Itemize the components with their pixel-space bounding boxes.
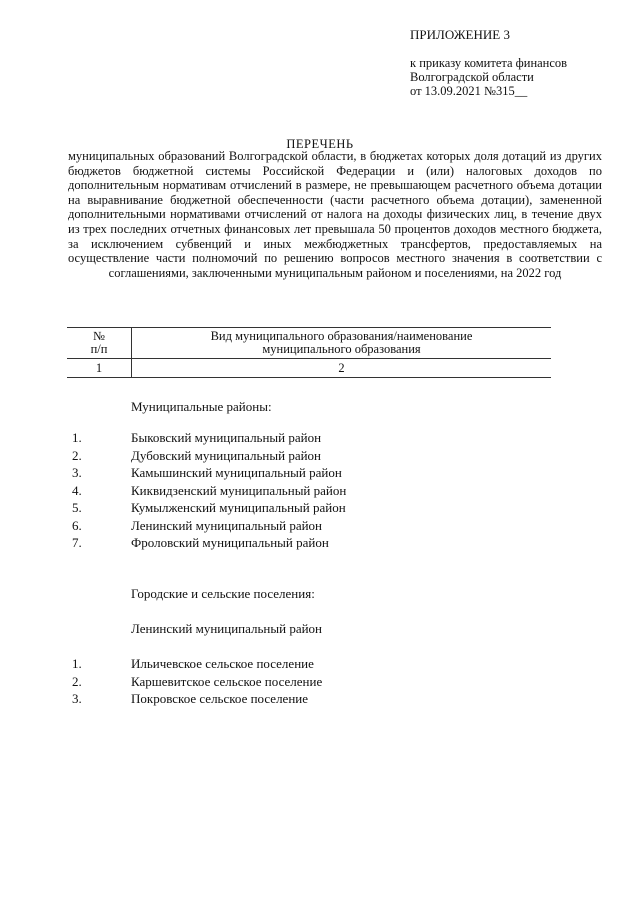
list-item [72, 447, 346, 465]
list-item [72, 499, 346, 517]
col-number-header [67, 328, 132, 359]
list-item [72, 464, 346, 482]
list-item-name: Фроловский муниципальный район [131, 535, 329, 550]
list-item [72, 655, 322, 673]
col-number-header-line2: п/п [90, 342, 108, 356]
list-item-number: 5. [72, 500, 82, 515]
list-item-number: 4. [72, 482, 82, 498]
appendix-header [410, 28, 630, 98]
col-name-header-line1: Вид муниципального образования/наименование [210, 329, 473, 343]
document-title: ПЕРЕЧЕНЬ [286, 137, 354, 151]
list-item-name: Быковский муниципальный район [131, 430, 322, 445]
header-table-head-row [67, 328, 551, 359]
col-name-header-line2: муниципального образования [262, 342, 421, 356]
list-item [72, 673, 322, 691]
list-item-name: Ленинский муниципальный район [131, 517, 323, 533]
settlements-subheading: Ленинский муниципальный район [131, 621, 323, 636]
col-number-index: 1 [67, 359, 132, 378]
list-item [72, 517, 346, 535]
col-name-header [132, 328, 552, 359]
list-item-name: Камышинский муниципальный район [131, 465, 342, 480]
districts-heading: Муниципальные районы: [131, 399, 272, 414]
list-item [72, 690, 322, 708]
list-item-name: Каршевитское сельское поселение [131, 673, 323, 689]
col-name-index: 2 [132, 359, 552, 378]
appendix-line-2: Волгоградской области [410, 70, 534, 84]
list-item-number: 6. [72, 517, 82, 533]
settlements-list [72, 655, 322, 708]
settlements-heading: Городские и сельские поселения: [131, 586, 315, 601]
list-item [72, 429, 346, 447]
list-item-name: Дубовский муниципальный район [131, 447, 322, 463]
document-intro: муниципальных образований Волгоградской области, в бюджетах которых доля дотаций из других бюджетов бюджетной системы Российской Федерации и (или) налоговых доходов по дополнительным нормативам отчислений в размере, не превышающем расчетного объема дотации на выравнивание бюджетной обеспеченности (части расчетного объема дотации), замененной дополнительными нормативами отчислений от налога на доходы физических лиц, в течение двух из трех последних отчетных финансовых лет превышала 50 процентов доходов местного бюджета, за исключением субвенций и иных межбюджетных трансфертов, предоставляемых на осуществление части полномочий по решению вопросов местного значения в соответствии с соглашениями, заключенными муниципальным районом и поселениями, на 2022 год [68, 149, 602, 280]
list-item [72, 534, 346, 552]
list-item-name: Покровское сельское поселение [131, 691, 309, 706]
list-item-number: 7. [72, 535, 82, 550]
districts-list [72, 429, 346, 552]
list-item-name: Ильичевское сельское поселение [131, 656, 314, 671]
appendix-line-1: к приказу комитета финансов [410, 56, 568, 70]
col-number-header-line1: № [93, 329, 105, 343]
header-table-index-row [67, 359, 551, 378]
list-item-name: Кумылженский муниципальный район [131, 500, 346, 515]
list-item-number: 2. [72, 447, 82, 463]
list-item-number: 2. [72, 673, 82, 689]
list-item-name: Киквидзенский муниципальный район [131, 482, 347, 498]
header-table [67, 327, 551, 378]
appendix-title: ПРИЛОЖЕНИЕ 3 [410, 27, 510, 42]
list-item-number: 1. [72, 656, 82, 671]
list-item-number: 1. [72, 430, 82, 445]
appendix-line-3: от 13.09.2021 №315__ [410, 84, 528, 98]
list-item-number: 3. [72, 465, 82, 480]
list-item [72, 482, 346, 500]
list-item-number: 3. [72, 691, 82, 706]
